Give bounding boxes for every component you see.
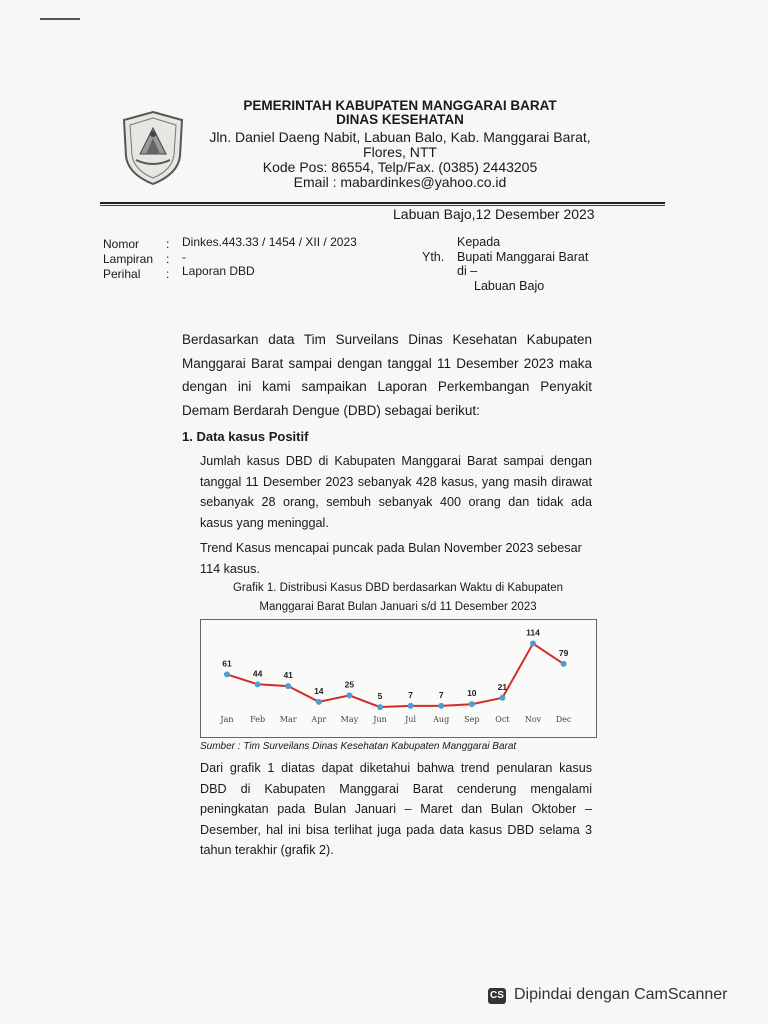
nomor-value: Dinkes.443.33 / 1454 / XII / 2023	[182, 235, 357, 249]
data-point-dec	[561, 661, 567, 667]
data-label-dec: 79	[558, 647, 569, 658]
chart-frame	[200, 619, 597, 738]
data-point-feb	[255, 681, 261, 687]
cases-paragraph	[200, 451, 592, 533]
intro-line-1: Berdasarkan data Tim Surveilans Dinas Kesehatan Kabupaten	[182, 332, 592, 347]
camscanner-logo-icon: CS	[488, 988, 506, 1004]
analysis-line-5: tahun terakhir (grafik 2).	[200, 843, 334, 857]
x-tick-oct: Oct	[495, 715, 510, 724]
data-label-jul: 7	[408, 689, 413, 700]
x-tick-apr: Apr	[311, 715, 327, 724]
data-point-sep	[469, 701, 475, 707]
addressee-place: Labuan Bajo	[474, 279, 545, 293]
data-label-oct: 21	[497, 681, 508, 692]
perihal-value: Laporan DBD	[182, 264, 255, 278]
trend-line-2: 114 kasus.	[200, 561, 260, 576]
series-line	[227, 644, 564, 708]
data-point-jul	[408, 703, 414, 709]
addressee-name: Bupati Manggarai Barat	[457, 250, 589, 264]
chart-source: Sumber : Tim Surveilans Dinas Kesehatan Kabupaten Manggarai Barat	[200, 741, 517, 752]
data-label-apr: 14	[314, 685, 324, 696]
trend-paragraph	[200, 538, 592, 579]
letterhead-email: Email : mabardinkes@yahoo.co.id	[293, 174, 507, 190]
data-point-jan	[224, 671, 230, 677]
chart-caption-line-2: Manggarai Barat Bulan Januari s/d 11 Desember 2023	[259, 601, 537, 613]
data-label-mar: 41	[283, 670, 293, 681]
data-label-nov: 114	[526, 627, 540, 638]
addressee-kepada: Kepada	[457, 235, 501, 249]
x-tick-mar: Mar	[279, 715, 297, 724]
data-point-may	[346, 692, 352, 698]
intro-line-3: dengan ini kami sampaikan Laporan Perkembangan Penyakit	[182, 379, 592, 394]
lampiran-colon: :	[166, 252, 170, 266]
perihal-label: Perihal	[103, 267, 141, 281]
letter-date: Labuan Bajo,12 Desember 2023	[393, 206, 595, 222]
cases-line-1: Jumlah kasus DBD di Kabupaten Manggarai Barat sampai dengan	[200, 454, 592, 468]
analysis-line-3: peningkatan pada Bulan Januari – Maret dan Bulan Oktober –	[200, 802, 592, 816]
x-tick-feb: Feb	[250, 715, 266, 724]
cases-line-2: tanggal 11 Desember 2023 sebanyak 428 kasus, yang masih dirawat	[200, 474, 592, 489]
lampiran-value: -	[182, 250, 186, 264]
data-label-may: 25	[344, 679, 355, 690]
letterhead-government: PEMERINTAH KABUPATEN MANGGARAI BARAT	[243, 98, 557, 113]
data-label-jan: 61	[222, 658, 232, 669]
lampiran-label: Lampiran	[103, 252, 154, 266]
letterhead-region: Flores, NTT	[363, 144, 437, 160]
cases-line-3: sebanyak 28 orang, sembuh sebanyak 400 orang dan tidak ada	[200, 495, 592, 509]
data-point-apr	[316, 699, 322, 705]
regency-emblem	[120, 110, 186, 186]
x-tick-nov: Nov	[524, 715, 542, 724]
data-point-oct	[499, 695, 505, 701]
intro-paragraph	[182, 328, 592, 422]
analysis-paragraph	[200, 758, 592, 861]
intro-line-2: Manggarai Barat sampai dengan tanggal 11 Desember 2023 maka	[182, 355, 592, 371]
header-divider	[100, 202, 665, 204]
camscanner-watermark: Dipindai dengan CamScanner	[514, 986, 728, 1003]
data-point-aug	[438, 703, 444, 709]
line-chart	[201, 620, 596, 737]
x-tick-jun: Jun	[373, 715, 387, 724]
x-tick-sep: Sep	[464, 715, 480, 724]
letterhead-phone: Kode Pos: 86554, Telp/Fax. (0385) 2443205	[262, 159, 538, 175]
x-tick-dec: Dec	[555, 715, 572, 724]
addressee-yth: Yth.	[422, 250, 445, 264]
data-point-mar	[285, 683, 291, 689]
data-label-jun: 5	[377, 691, 383, 702]
trend-line-1: Trend Kasus mencapai puncak pada Bulan November 2023 sebesar	[200, 541, 582, 555]
data-point-jun	[377, 704, 383, 710]
analysis-line-4: Desember, hal ini bisa terlihat juga pada data kasus DBD selama 3	[200, 822, 592, 837]
data-label-sep: 10	[467, 688, 477, 699]
nomor-label: Nomor	[103, 237, 140, 251]
analysis-line-2: DBD di Kabupaten Manggarai Barat cenderung mengalami	[200, 781, 592, 796]
x-tick-may: May	[340, 715, 359, 724]
section-title: 1. Data kasus Positif	[182, 429, 309, 444]
analysis-line-1: Dari grafik 1 diatas dapat diketahui bahwa trend penularan kasus	[200, 761, 592, 775]
x-tick-aug: Aug	[433, 715, 450, 724]
chart-caption-line-1: Grafik 1. Distribusi Kasus DBD berdasarkan Waktu di Kabupaten	[232, 582, 564, 594]
letterhead-agency: DINAS KESEHATAN	[336, 112, 464, 127]
data-label-aug: 7	[438, 689, 444, 700]
perihal-colon: :	[166, 267, 170, 281]
x-tick-jan: Jan	[220, 715, 234, 724]
addressee-di: di –	[457, 264, 478, 278]
letterhead-address: Jln. Daniel Daeng Nabit, Labuan Balo, Kab. Manggarai Barat,	[209, 129, 591, 145]
data-label-feb: 44	[252, 668, 263, 679]
nomor-colon: :	[166, 237, 170, 251]
intro-line-4: Demam Berdarah Dengue (DBD) sebagai berikut:	[182, 402, 480, 418]
cases-line-4: kasus yang meninggal.	[200, 515, 329, 530]
data-point-nov	[530, 641, 536, 647]
corner-mark	[40, 18, 80, 20]
x-tick-jul: Jul	[405, 715, 417, 724]
